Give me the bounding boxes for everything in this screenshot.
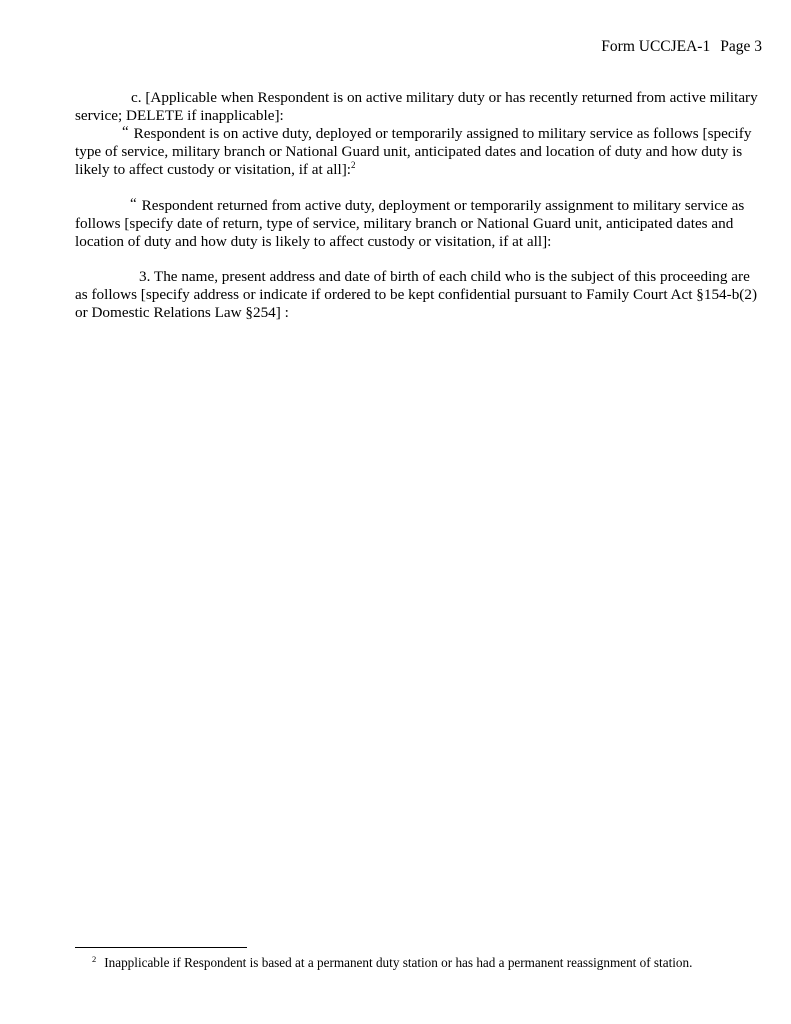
section-c-paragraph: [75, 89, 765, 125]
item-3-text: 3. The name, present address and date of birth of each child who is the subject of this proceeding are as follows [specify address or indicate if ordered to be kept confidential pursuant to Family Court Act §154-b(2) or Domestic Relations Law §254] :: [75, 268, 757, 321]
footnote-number: 2: [92, 954, 97, 964]
page-number: Page 3: [720, 38, 762, 55]
returned-option: [75, 197, 765, 251]
returned-text: Respondent returned from active duty, deployment or temporarily assignment to military service as follows [specify date of return, type of service, military branch or National Guard unit, anticipated dates and location of duty and how duty is likely to affect custody or visitation, if at all]:: [75, 197, 745, 250]
footnote-reference[interactable]: 2: [350, 160, 356, 170]
section-c-text: c. [Applicable when Respondent is on active military duty or has recently returned from active military service; DELETE if inapplicable]:: [75, 89, 758, 124]
form-id: Form UCCJEA-1: [601, 38, 711, 55]
active-duty-text: Respondent is on active duty, deployed or temporarily assigned to military service as follows [specify type of service, military branch or National Guard unit, anticipated dates and location of duty and how duty is likely to affect custody or visitation, if at all]:: [75, 125, 752, 178]
returned-checkbox[interactable]: “: [130, 196, 137, 212]
footnote-text: Inapplicable if Respondent is based at a permanent duty station or has had a permanent reassignment of station.: [104, 955, 693, 970]
active-duty-option: [75, 125, 765, 179]
page-header: [601, 38, 762, 56]
footnote-divider: [75, 947, 247, 948]
active-duty-checkbox[interactable]: “: [122, 124, 129, 140]
item-3-paragraph: [75, 268, 765, 322]
footnote: [92, 955, 692, 971]
